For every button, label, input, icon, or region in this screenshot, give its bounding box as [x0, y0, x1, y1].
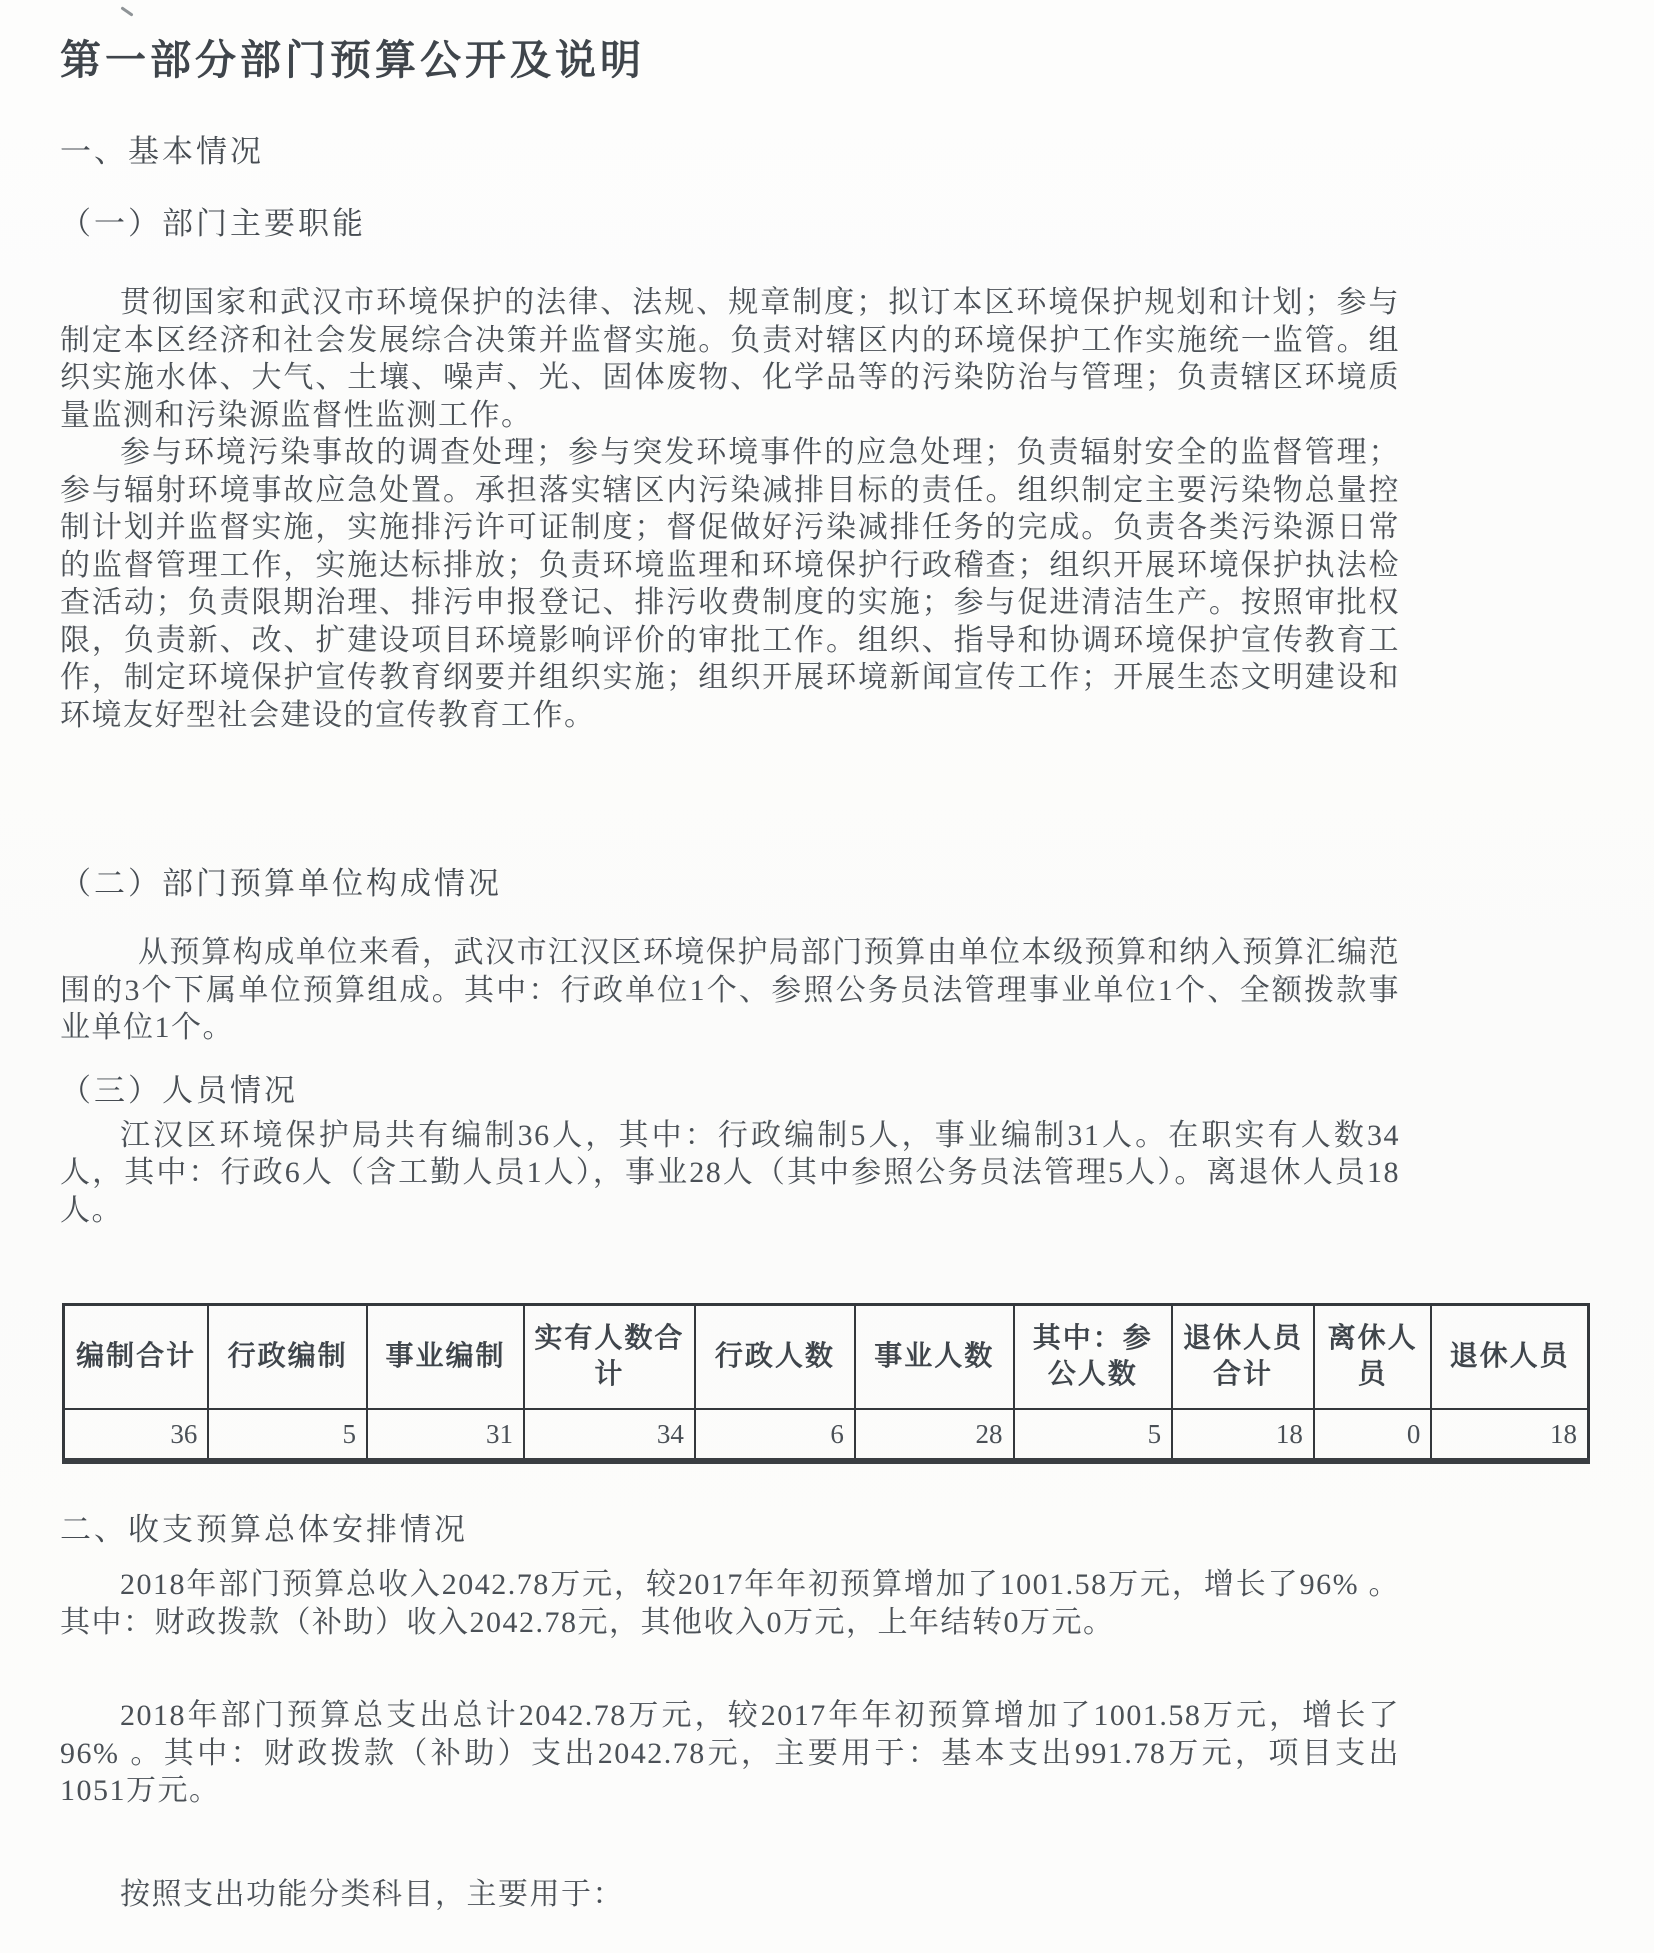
- cell-admin-count: 6: [695, 1409, 855, 1461]
- paragraph-total-expense: 2018年部门预算总支出总计2042.78万元，较2017年年初预算增加了1001.58万元，增长了96% 。其中：财政拨款（补助）支出2042.78元，主要用于：基本支出991.78万元，项目支出1051万元。: [60, 1699, 1400, 1807]
- subsection-heading-main-duties: （一）部门主要职能: [60, 206, 366, 241]
- subsection-heading-budget-units: （二）部门预算单位构成情况: [60, 866, 502, 901]
- staffing-table-header-row: [64, 1305, 1589, 1410]
- cell-retired-total: 18: [1172, 1409, 1314, 1461]
- scan-artifact: [120, 6, 133, 16]
- cell-shiye-bianzhi: 31: [367, 1409, 524, 1461]
- col-header-bianzhi-total: 编制合计: [64, 1305, 209, 1410]
- paragraph-closing-line: 按照支出功能分类科目，主要用于：: [120, 1877, 624, 1911]
- cell-tuixiu-count: 18: [1431, 1409, 1588, 1461]
- cell-admin-bianzhi: 5: [208, 1409, 367, 1461]
- staffing-table: [62, 1303, 1590, 1464]
- col-header-actual-total: 实有人数合计: [524, 1305, 695, 1410]
- section-heading-budget-overview: 二、收支预算总体安排情况: [60, 1512, 468, 1547]
- cell-lixiu-count: 0: [1314, 1409, 1431, 1461]
- paragraph-main-duties-1: 贯彻国家和武汉市环境保护的法律、法规、规章制度；拟订本区环境保护规划和计划；参与制定本区经济和社会发展综合决策并监督实施。负责对辖区内的环境保护工作实施统一监管。组织实施水体、大气、土壤、噪声、光、固体废物、化学品等的污染防治与管理；负责辖区环境质量监测和污染源监督性监测工作。: [60, 286, 1400, 432]
- col-header-shiye-count: 事业人数: [855, 1305, 1014, 1410]
- cell-bianzhi-total: 36: [64, 1409, 209, 1461]
- subsection-heading-personnel: （三）人员情况: [60, 1072, 298, 1108]
- paragraph-total-income: 2018年部门预算总收入2042.78万元，较2017年年初预算增加了1001.58万元，增长了96% 。其中：财政拨款（补助）收入2042.78元，其他收入0万元，上年结转0万元。: [60, 1568, 1400, 1639]
- paragraph-main-duties-2: 参与环境污染事故的调查处理；参与突发环境事件的应急处理；负责辐射安全的监督管理；参与辐射环境事故应急处置。承担落实辖区内污染减排目标的责任。组织制定主要污染物总量控制计划并监督实施，实施排污许可证制度；督促做好污染减排任务的完成。负责各类污染源日常的监督管理工作，实施达标排放；负责环境监理和环境保护行政稽查；组织开展环境保护执法检查活动；负责限期治理、排污申报登记、排污收费制度的实施；参与促进清洁生产。按照审批权限，负责新、改、扩建设项目环境影响评价的审批工作。组织、指导和协调环境保护宣传教育工作，制定环境保护宣传教育纲要并组织实施；组织开展环境新闻宣传工作；开展生态文明建设和环境友好型社会建设的宣传教育工作。: [60, 436, 1400, 732]
- col-header-cangong-count: 其中：参公人数: [1014, 1305, 1173, 1410]
- cell-shiye-count: 28: [855, 1409, 1014, 1461]
- document-title: 第一部分部门预算公开及说明: [60, 37, 645, 83]
- staffing-table-value-row: [64, 1409, 1589, 1461]
- paragraph-budget-units: 从预算构成单位来看，武汉市江汉区环境保护局部门预算由单位本级预算和纳入预算汇编范围的3个下属单位预算组成。其中：行政单位1个、参照公务员法管理事业单位1个、全额拨款事业单位1个。: [60, 936, 1400, 1044]
- col-header-tuixiu-count: 退休人员: [1431, 1305, 1588, 1410]
- col-header-admin-bianzhi: 行政编制: [208, 1305, 367, 1410]
- col-header-shiye-bianzhi: 事业编制: [367, 1305, 524, 1410]
- section-heading-basic-info: 一、基本情况: [60, 134, 264, 169]
- paragraph-personnel: 江汉区环境保护局共有编制36人，其中：行政编制5人，事业编制31人。在职实有人数34人，其中：行政6人（含工勤人员1人），事业28人（其中参照公务员法管理5人）。离退休人员18人。: [60, 1118, 1400, 1227]
- cell-cangong-count: 5: [1014, 1409, 1173, 1461]
- cell-actual-total: 34: [524, 1409, 695, 1461]
- col-header-admin-count: 行政人数: [695, 1305, 855, 1410]
- col-header-lixiu-count: 离休人员: [1314, 1305, 1431, 1410]
- col-header-retired-total: 退休人员合计: [1172, 1305, 1314, 1410]
